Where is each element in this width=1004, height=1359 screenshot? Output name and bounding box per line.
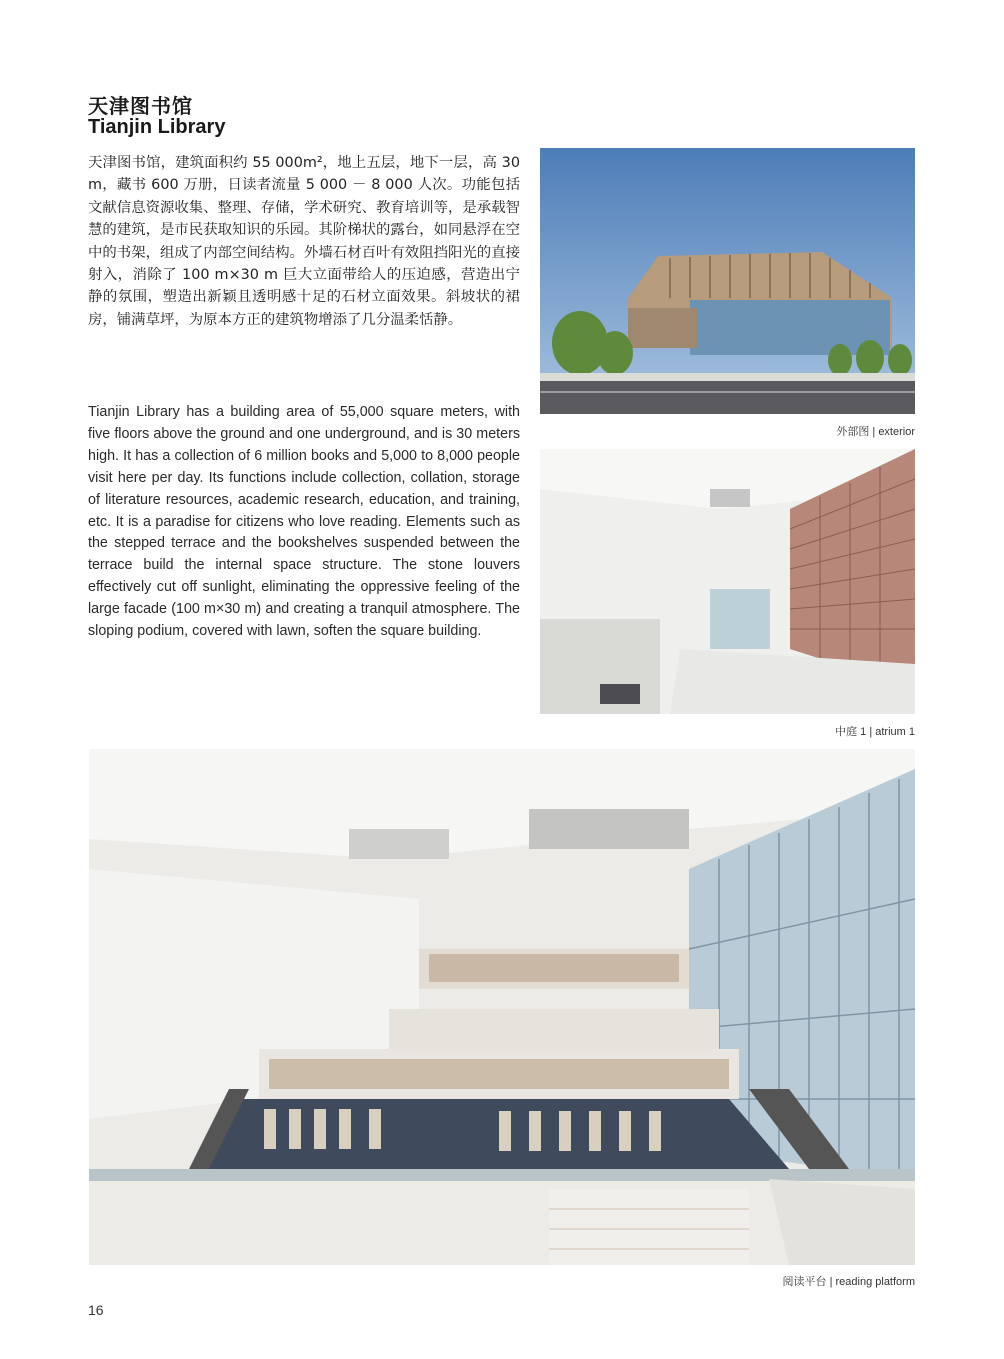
atrium-caption: 中庭 1 | atrium 1	[835, 726, 915, 738]
page-title-en: Tianjin Library	[88, 116, 226, 138]
body-text-english: Tianjin Library has a building area of 55,000 square meters, with five floors above the ground and one underground, and is 30 meters high. It has a collection of 6 million books and 5,000 to 8,000 people visit here per day. Its functions include collection, collation, storage of literature resources, academic research, education, and training, etc. It is a paradise for citizens who love reading. Elements such as the stepped terrace and the bookshelves suspended between the terrace build the internal space structure. The stone louvers effectively cut off sunlight, eliminating the oppressive feeling of the large facade (100 m×30 m) and creating a tranquil atmosphere. The sloping podium, covered with lawn, soften the square building.	[88, 404, 520, 640]
reading-platform-photo	[89, 749, 915, 1265]
page-title-cn: 天津图书馆	[88, 96, 193, 118]
exterior-caption: 外部图 | exterior	[836, 426, 915, 438]
reading-platform-caption: 阅读平台 | reading platform	[782, 1276, 915, 1288]
page-number: 16	[88, 1302, 104, 1318]
atrium-photo	[540, 449, 915, 714]
body-text-chinese: 天津图书馆，建筑面积约 55 000m²，地上五层，地下一层，高 30 m，藏书 600 万册，日读者流量 5 000 － 8 000 人次。功能包括文献信息资源收集、整理、存储，学术研究、教育培训等，是承载智慧的建筑，是市民获取知识的乐园。其阶梯状的露台，如同悬浮在空中的书架，组成了内部空间结构。外墙石材百叶有效阻挡阳光的直接射入，消除了 100 m×30 m 巨大立面带给人的压迫感，营造出宁静的氛围，塑造出新颖且透明感十足的石材立面效果。斜坡状的裙房，铺满草坪，为原本方正的建筑物增添了几分温柔恬静。	[88, 155, 520, 328]
exterior-photo	[540, 148, 915, 414]
